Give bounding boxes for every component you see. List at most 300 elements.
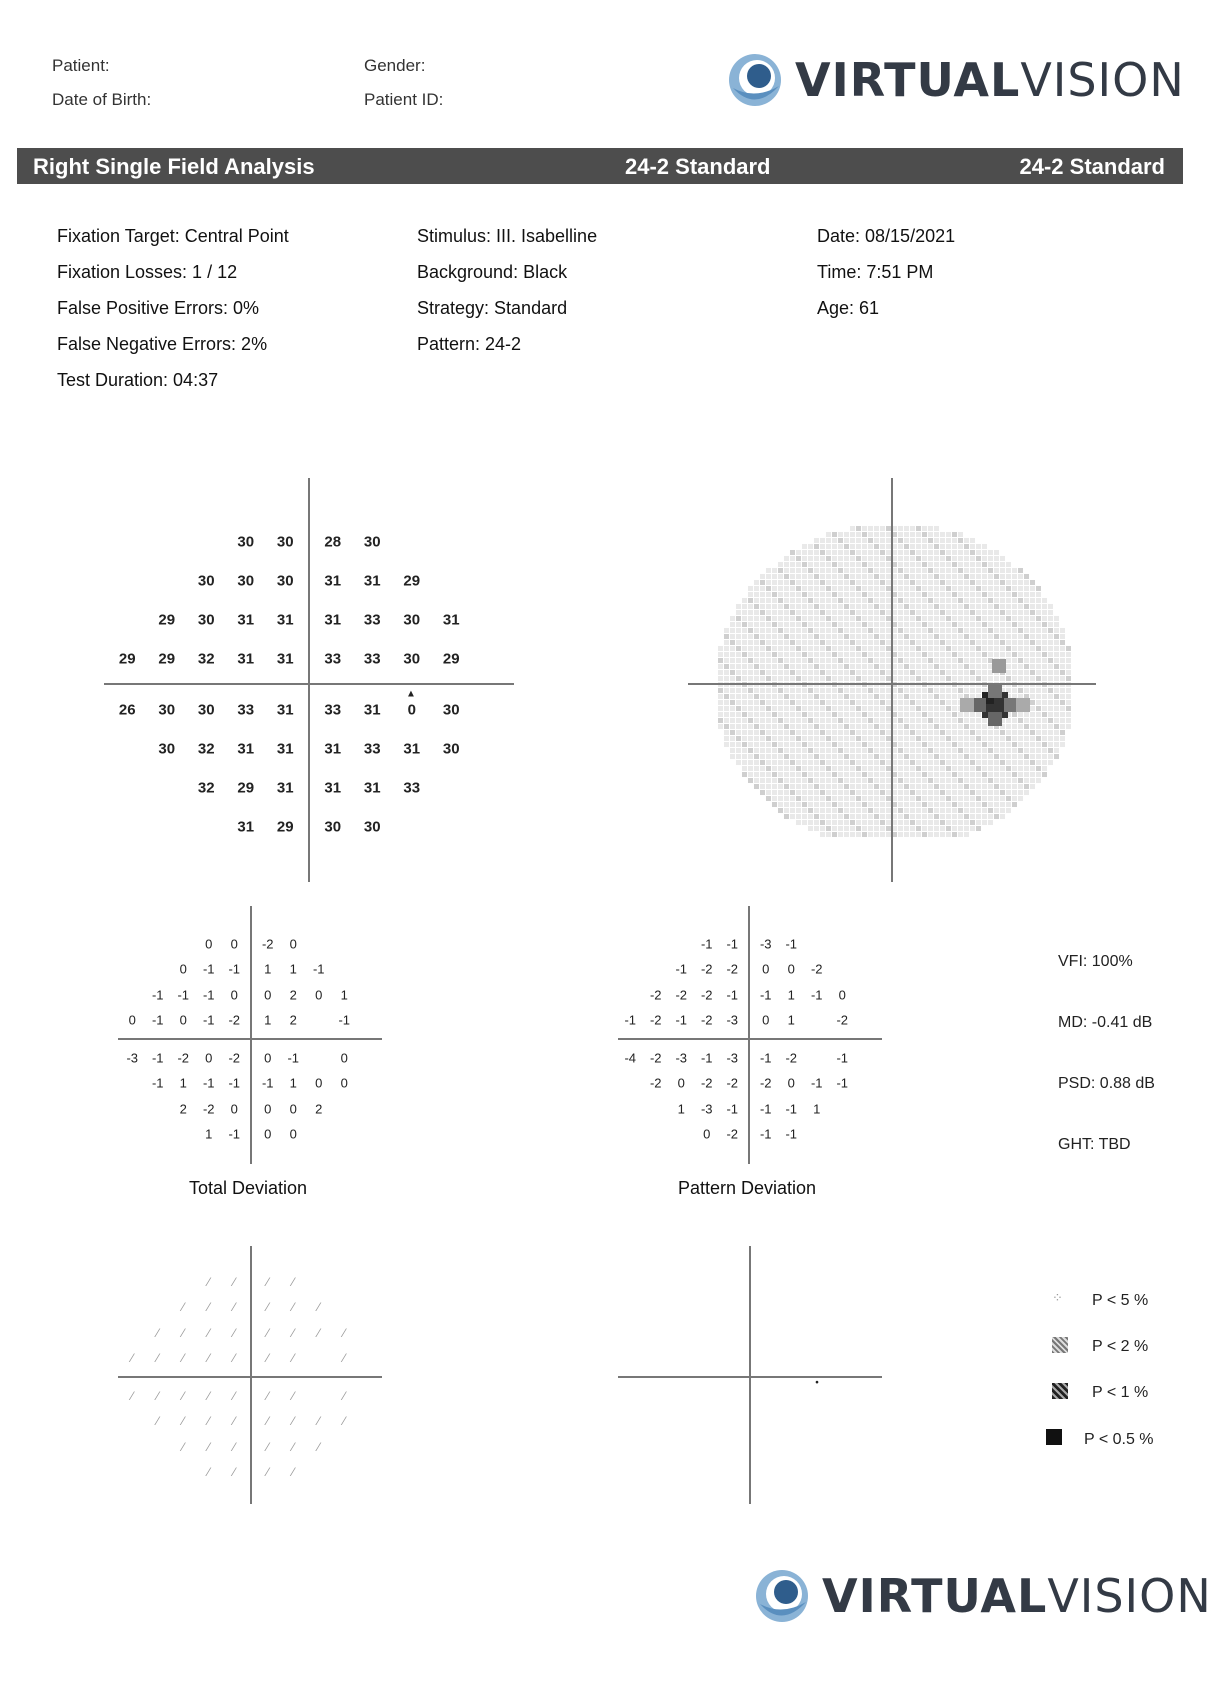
grayscale-cell — [1006, 604, 1011, 609]
grayscale-cell — [934, 808, 939, 813]
grayscale-cell — [1012, 598, 1017, 603]
grayscale-cell — [1060, 664, 1065, 669]
grayscale-cell — [1036, 766, 1041, 771]
grayscale-cell — [970, 604, 975, 609]
grayscale-cell — [898, 700, 903, 705]
grayscale-cell — [898, 784, 903, 789]
grayscale-cell — [766, 652, 771, 657]
grayscale-cell — [964, 586, 969, 591]
grayscale-cell — [952, 754, 957, 759]
grayscale-cell — [904, 778, 909, 783]
grayscale-cell — [832, 598, 837, 603]
grayscale-cell — [880, 778, 885, 783]
grayscale-cell — [994, 730, 999, 735]
grayscale-cell — [826, 568, 831, 573]
grayscale-cell — [856, 664, 861, 669]
grayscale-cell — [934, 724, 939, 729]
grayscale-cell — [958, 832, 963, 837]
grayscale-cell — [826, 544, 831, 549]
grayscale-cell — [880, 706, 885, 711]
grayscale-cell — [736, 604, 741, 609]
grayscale-cell — [928, 598, 933, 603]
total-deviation-value: -1 — [228, 961, 241, 977]
grayscale-cell — [724, 694, 729, 699]
pattern-deviation-value: -1 — [810, 1075, 823, 1091]
grayscale-cell — [940, 742, 945, 747]
grayscale-cell — [808, 790, 813, 795]
eye-logo-icon — [752, 1566, 812, 1626]
grayscale-cell — [946, 754, 951, 759]
grayscale-cell — [928, 580, 933, 585]
grayscale-cell — [850, 538, 855, 543]
grayscale-cell — [976, 598, 981, 603]
grayscale-cell — [898, 832, 903, 837]
grayscale-cell — [880, 736, 885, 741]
grayscale-cell — [1000, 790, 1005, 795]
grayscale-cell — [1024, 688, 1029, 693]
grayscale-cell — [940, 772, 945, 777]
grayscale-cell — [748, 676, 753, 681]
grayscale-cell — [1036, 754, 1041, 759]
grayscale-cell — [832, 586, 837, 591]
grayscale-cell — [952, 742, 957, 747]
grayscale-cell — [946, 580, 951, 585]
grayscale-cell — [838, 652, 843, 657]
grayscale-cell — [982, 796, 987, 801]
grayscale-cell — [868, 628, 873, 633]
grayscale-cell — [862, 562, 867, 567]
grayscale-cell — [856, 544, 861, 549]
grayscale-cell — [994, 694, 999, 699]
grayscale-cell — [838, 706, 843, 711]
grayscale-cell — [1030, 616, 1035, 621]
grayscale-cell — [784, 682, 789, 687]
grayscale-cell — [820, 790, 825, 795]
grayscale-cell — [826, 586, 831, 591]
grayscale-cell — [868, 574, 873, 579]
grayscale-cell — [790, 610, 795, 615]
grayscale-cell — [994, 550, 999, 555]
pattern-dev-vertical-axis — [748, 906, 750, 1164]
info-fixation-target: Fixation Target: Central Point — [57, 226, 289, 246]
grayscale-cell — [784, 610, 789, 615]
grayscale-cell — [988, 820, 993, 825]
grayscale-cell — [802, 700, 807, 705]
grayscale-cell — [754, 700, 759, 705]
grayscale-cell — [904, 796, 909, 801]
grayscale-cell — [940, 682, 945, 687]
grayscale-cell — [976, 568, 981, 573]
grayscale-cell — [796, 790, 801, 795]
grayscale-cell — [868, 646, 873, 651]
grayscale-cell — [934, 784, 939, 789]
grayscale-cell — [874, 790, 879, 795]
pattern-deviation-value: -3 — [675, 1050, 688, 1066]
grayscale-cell — [898, 772, 903, 777]
grayscale-cell — [946, 772, 951, 777]
grayscale-cell — [952, 670, 957, 675]
grayscale-cell — [1048, 658, 1053, 663]
grayscale-cell — [880, 802, 885, 807]
grayscale-cell — [922, 826, 927, 831]
grayscale-cell — [796, 634, 801, 639]
grayscale-cell — [976, 718, 981, 723]
grayscale-cell — [964, 772, 969, 777]
grayscale-cell — [856, 718, 861, 723]
grayscale-cell — [880, 568, 885, 573]
grayscale-cell — [832, 784, 837, 789]
grayscale-cell — [838, 694, 843, 699]
grayscale-cell — [1018, 598, 1023, 603]
grayscale-cell — [850, 802, 855, 807]
grayscale-cell — [1030, 652, 1035, 657]
psd-metric: PSD: 0.88 dB — [1058, 1075, 1155, 1092]
grayscale-cell — [1048, 682, 1053, 687]
grayscale-cell — [892, 694, 897, 699]
grayscale-cell — [1048, 622, 1053, 627]
grayscale-cell — [1054, 622, 1059, 627]
grayscale-cell — [964, 814, 969, 819]
grayscale-cell — [904, 664, 909, 669]
grayscale-cell — [1018, 754, 1023, 759]
grayscale-cell — [886, 712, 891, 717]
grayscale-cell — [1000, 670, 1005, 675]
threshold-value: 31 — [403, 740, 421, 757]
grayscale-cell — [1036, 700, 1041, 705]
grayscale-cell — [832, 658, 837, 663]
grayscale-cell — [838, 760, 843, 765]
grayscale-cell — [730, 628, 735, 633]
grayscale-cell — [814, 634, 819, 639]
grayscale-cell — [1036, 694, 1041, 699]
grayscale-cell — [916, 544, 921, 549]
grayscale-cell — [916, 622, 921, 627]
grayscale-cell — [850, 556, 855, 561]
grayscale-cell — [790, 580, 795, 585]
probability-tick: ⁄ — [317, 1325, 320, 1340]
grayscale-cell — [862, 658, 867, 663]
grayscale-cell — [844, 706, 849, 711]
grayscale-cell — [862, 538, 867, 543]
grayscale-dark-cell — [988, 698, 1002, 712]
info-date: Date: 08/15/2021 — [817, 226, 956, 246]
grayscale-cell — [874, 832, 879, 837]
grayscale-cell — [1012, 724, 1017, 729]
grayscale-cell — [844, 676, 849, 681]
grayscale-cell — [964, 574, 969, 579]
grayscale-cell — [802, 748, 807, 753]
grayscale-cell — [988, 634, 993, 639]
grayscale-cell — [886, 574, 891, 579]
grayscale-cell — [868, 640, 873, 645]
grayscale-cell — [994, 808, 999, 813]
grayscale-cell — [994, 682, 999, 687]
grayscale-cell — [766, 586, 771, 591]
grayscale-cell — [832, 814, 837, 819]
grayscale-cell — [736, 706, 741, 711]
grayscale-cell — [868, 784, 873, 789]
grayscale-cell — [856, 742, 861, 747]
grayscale-cell — [802, 622, 807, 627]
grayscale-cell — [958, 574, 963, 579]
grayscale-cell — [796, 676, 801, 681]
grayscale-cell — [718, 664, 723, 669]
grayscale-cell — [772, 754, 777, 759]
grayscale-cell — [802, 766, 807, 771]
grayscale-cell — [904, 604, 909, 609]
grayscale-cell — [778, 646, 783, 651]
grayscale-cell — [970, 802, 975, 807]
grayscale-cell — [910, 670, 915, 675]
grayscale-cell — [976, 556, 981, 561]
grayscale-cell — [898, 622, 903, 627]
grayscale-cell — [742, 694, 747, 699]
grayscale-cell — [946, 532, 951, 537]
grayscale-cell — [844, 826, 849, 831]
grayscale-cell — [874, 628, 879, 633]
grayscale-cell — [970, 586, 975, 591]
grayscale-cell — [970, 736, 975, 741]
grayscale-cell — [1054, 742, 1059, 747]
grayscale-cell — [820, 712, 825, 717]
grayscale-cell — [874, 682, 879, 687]
grayscale-cell — [718, 706, 723, 711]
grayscale-cell — [820, 616, 825, 621]
grayscale-cell — [1024, 682, 1029, 687]
total-deviation-value: -1 — [338, 1012, 351, 1028]
grayscale-dark-cell — [994, 704, 1008, 718]
grayscale-cell — [748, 712, 753, 717]
grayscale-cell — [832, 796, 837, 801]
grayscale-cell — [856, 754, 861, 759]
grayscale-cell — [772, 586, 777, 591]
grayscale-cell — [892, 604, 897, 609]
grayscale-cell — [904, 688, 909, 693]
grayscale-cell — [892, 538, 897, 543]
threshold-value: 33 — [363, 611, 381, 628]
grayscale-cell — [856, 790, 861, 795]
grayscale-cell — [832, 802, 837, 807]
probability-tick: ⁄ — [182, 1300, 185, 1315]
grayscale-cell — [802, 544, 807, 549]
grayscale-cell — [1036, 670, 1041, 675]
grayscale-cell — [826, 580, 831, 585]
grayscale-cell — [928, 640, 933, 645]
grayscale-cell — [1030, 658, 1035, 663]
pattern-deviation-value: 0 — [762, 961, 770, 977]
grayscale-cell — [928, 550, 933, 555]
grayscale-cell — [850, 808, 855, 813]
grayscale-cell — [886, 784, 891, 789]
grayscale-dark-cell — [982, 692, 996, 706]
grayscale-cell — [952, 604, 957, 609]
grayscale-cell — [892, 808, 897, 813]
grayscale-cell — [946, 808, 951, 813]
grayscale-cell — [1012, 766, 1017, 771]
probability-tick: ⁄ — [207, 1300, 210, 1315]
grayscale-cell — [982, 640, 987, 645]
grayscale-cell — [970, 676, 975, 681]
grayscale-cell — [796, 664, 801, 669]
grayscale-cell — [1024, 604, 1029, 609]
grayscale-cell — [994, 670, 999, 675]
grayscale-cell — [1048, 670, 1053, 675]
grayscale-cell — [724, 688, 729, 693]
grayscale-cell — [946, 718, 951, 723]
grayscale-cell — [802, 796, 807, 801]
grayscale-cell — [838, 634, 843, 639]
grayscale-cell — [784, 616, 789, 621]
grayscale-cell — [772, 580, 777, 585]
grayscale-cell — [1000, 778, 1005, 783]
grayscale-cell — [844, 646, 849, 651]
grayscale-cell — [796, 574, 801, 579]
probability-tick: ⁄ — [233, 1351, 236, 1366]
grayscale-cell — [1030, 592, 1035, 597]
grayscale-cell — [1012, 772, 1017, 777]
grayscale-cell — [1036, 616, 1041, 621]
grayscale-cell — [1006, 802, 1011, 807]
grayscale-cell — [838, 784, 843, 789]
grayscale-cell — [826, 772, 831, 777]
grayscale-cell — [946, 616, 951, 621]
grayscale-cell — [880, 598, 885, 603]
grayscale-cell — [826, 634, 831, 639]
grayscale-cell — [910, 586, 915, 591]
grayscale-cell — [994, 574, 999, 579]
threshold-value: 30 — [442, 701, 460, 718]
grayscale-cell — [1048, 706, 1053, 711]
total-deviation-value: 0 — [264, 1126, 272, 1142]
grayscale-cell — [922, 802, 927, 807]
grayscale-cell — [1036, 760, 1041, 765]
grayscale-cell — [886, 778, 891, 783]
probability-tick: ⁄ — [292, 1351, 295, 1366]
grayscale-cell — [1030, 706, 1035, 711]
grayscale-cell — [844, 634, 849, 639]
grayscale-cell — [946, 814, 951, 819]
grayscale-cell — [1018, 676, 1023, 681]
grayscale-cell — [1000, 562, 1005, 567]
grayscale-cell — [904, 742, 909, 747]
grayscale-cell — [910, 580, 915, 585]
grayscale-cell — [1012, 682, 1017, 687]
grayscale-cell — [910, 808, 915, 813]
grayscale-cell — [766, 742, 771, 747]
grayscale-cell — [754, 664, 759, 669]
threshold-value: 30 — [324, 818, 342, 835]
grayscale-cell — [742, 664, 747, 669]
grayscale-cell — [976, 670, 981, 675]
grayscale-cell — [868, 700, 873, 705]
grayscale-cell — [988, 682, 993, 687]
grayscale-cell — [1012, 760, 1017, 765]
grayscale-cell — [814, 598, 819, 603]
threshold-value: 30 — [197, 572, 215, 589]
grayscale-cell — [826, 556, 831, 561]
grayscale-cell — [778, 730, 783, 735]
grayscale-cell — [802, 604, 807, 609]
grayscale-cell — [778, 688, 783, 693]
info-test-duration: Test Duration: 04:37 — [57, 370, 219, 390]
grayscale-cell — [928, 718, 933, 723]
grayscale-cell — [1000, 628, 1005, 633]
grayscale-cell — [1036, 610, 1041, 615]
grayscale-cell — [766, 568, 771, 573]
grayscale-cell — [850, 742, 855, 747]
grayscale-cell — [1012, 688, 1017, 693]
probability-tick: ⁄ — [207, 1351, 210, 1366]
threshold-value: 31 — [237, 740, 255, 757]
grayscale-cell — [910, 526, 915, 531]
grayscale-cell — [994, 652, 999, 657]
threshold-value: 30 — [276, 572, 294, 589]
grayscale-cell — [892, 568, 897, 573]
grayscale-cell — [1012, 628, 1017, 633]
grayscale-cell — [880, 820, 885, 825]
grayscale-cell — [982, 544, 987, 549]
probability-tick: ⁄ — [266, 1414, 269, 1429]
grayscale-cell — [892, 634, 897, 639]
grayscale-cell — [898, 592, 903, 597]
grayscale-cell — [892, 544, 897, 549]
grayscale-cell — [856, 814, 861, 819]
grayscale-cell — [880, 808, 885, 813]
grayscale-cell — [1036, 718, 1041, 723]
grayscale-cell — [796, 610, 801, 615]
threshold-value: 31 — [363, 701, 381, 718]
grayscale-cell — [904, 568, 909, 573]
grayscale-cell — [976, 604, 981, 609]
grayscale-cell — [736, 748, 741, 753]
grayscale-cell — [886, 598, 891, 603]
grayscale-cell — [1012, 748, 1017, 753]
grayscale-cell — [934, 526, 939, 531]
grayscale-cell — [814, 652, 819, 657]
grayscale-cell — [1030, 766, 1035, 771]
total-deviation-value: 1 — [264, 1012, 272, 1028]
grayscale-cell — [916, 658, 921, 663]
grayscale-cell — [1036, 598, 1041, 603]
grayscale-cell — [982, 586, 987, 591]
grayscale-cell — [1048, 712, 1053, 717]
grayscale-cell — [826, 652, 831, 657]
grayscale-cell — [808, 562, 813, 567]
grayscale-cell — [868, 790, 873, 795]
grayscale-cell — [994, 784, 999, 789]
probability-tick: ⁄ — [233, 1300, 236, 1315]
grayscale-cell — [1048, 604, 1053, 609]
grayscale-cell — [814, 778, 819, 783]
grayscale-cell — [754, 766, 759, 771]
grayscale-cell — [742, 646, 747, 651]
grayscale-cell — [754, 628, 759, 633]
grayscale-cell — [916, 694, 921, 699]
grayscale-cell — [952, 586, 957, 591]
grayscale-cell — [1036, 772, 1041, 777]
grayscale-cell — [970, 820, 975, 825]
grayscale-cell — [910, 616, 915, 621]
grayscale-cell — [766, 628, 771, 633]
grayscale-cell — [868, 604, 873, 609]
grayscale-cell — [988, 628, 993, 633]
grayscale-cell — [928, 604, 933, 609]
grayscale-cell — [790, 802, 795, 807]
grayscale-cell — [940, 604, 945, 609]
grayscale-cell — [814, 814, 819, 819]
grayscale-cell — [910, 790, 915, 795]
grayscale-cell — [904, 610, 909, 615]
